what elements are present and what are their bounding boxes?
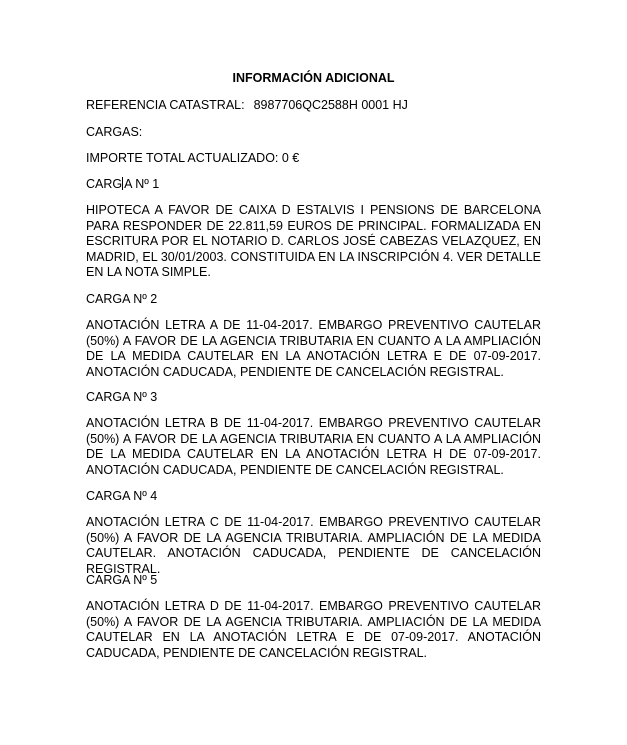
referencia-label: REFERENCIA CATASTRAL: (86, 98, 245, 112)
carga-1-text: HIPOTECA A FAVOR DE CAIXA D ESTALVIS I PENSIONS DE BARCELONA PARA RESPONDER DE 22.811,59 EUROS DE PRINCIPAL. FORMALIZADA EN ESCRITURA POR EL NOTARIO D. CARLOS JOSÉ CABEZAS VELAZQUEZ, EN MADRID, EL 30/01/2003. CONSTITUIDA EN LA INSCRIPCIÓN 4. VER DETALLE EN LA NOTA SIMPLE. (86, 203, 541, 279)
carga-1-heading (86, 177, 159, 192)
referencia-catastral-line (86, 98, 408, 113)
carga-2-heading: CARGA Nº 2 (86, 292, 158, 306)
carga-1-heading-start: CARG (86, 177, 123, 191)
document-title: INFORMACIÓN ADICIONAL (232, 71, 395, 85)
carga-5-text: ANOTACIÓN LETRA D DE 11-04-2017. EMBARGO PREVENTIVO CAUTELAR (50%) A FAVOR DE LA AGENCIA TRIBUTARIA. AMPLIACIÓN DE LA MEDIDA CAUTELAR EN LA ANOTACIÓN LETRA E DE 07-09-2017. ANOTACIÓN CADUCADA, PENDIENTE DE CANCELACIÓN REGISTRAL. (86, 599, 541, 660)
importe-total: IMPORTE TOTAL ACTUALIZADO: 0 € (86, 151, 300, 165)
carga-3-text: ANOTACIÓN LETRA B DE 11-04-2017. EMBARGO PREVENTIVO CAUTELAR (50%) A FAVOR DE LA AGENCIA TRIBUTARIA EN CUANTO A LA AMPLIACIÓN DE LA MEDIDA CAUTELAR EN LA ANOTACIÓN LETRA H DE 07-09-2017. ANOTACIÓN CADUCADA, PENDIENTE DE CANCELACIÓN REGISTRAL. (86, 416, 541, 477)
carga-4-heading: CARGA Nº 4 (86, 489, 158, 503)
cargas-label: CARGAS: (86, 125, 143, 139)
carga-5-heading: CARGA Nº 5 (86, 573, 158, 587)
carga-1-heading-end: A Nº 1 (124, 177, 160, 191)
carga-4-text: ANOTACIÓN LETRA C DE 11-04-2017. EMBARGO PREVENTIVO CAUTELAR (50%) A FAVOR DE LA AGENCIA TRIBUTARIA. AMPLIACIÓN DE LA MEDIDA CAUTELAR. ANOTACIÓN CADUCADA, PENDIENTE DE CANCELACIÓN REGISTRAL. (86, 515, 541, 576)
referencia-value: 8987706QC2588H 0001 HJ (253, 98, 408, 112)
carga-3-heading: CARGA Nº 3 (86, 390, 158, 404)
carga-2-text: ANOTACIÓN LETRA A DE 11-04-2017. EMBARGO PREVENTIVO CAUTELAR (50%) A FAVOR DE LA AGENCIA TRIBUTARIA EN CUANTO A LA AMPLIACIÓN DE LA MEDIDA CAUTELAR EN LA ANOTACIÓN LETRA E DE 07-09-2017. ANOTACIÓN CADUCADA, PENDIENTE DE CANCELACIÓN REGISTRAL. (86, 318, 541, 379)
text-cursor (122, 177, 123, 190)
